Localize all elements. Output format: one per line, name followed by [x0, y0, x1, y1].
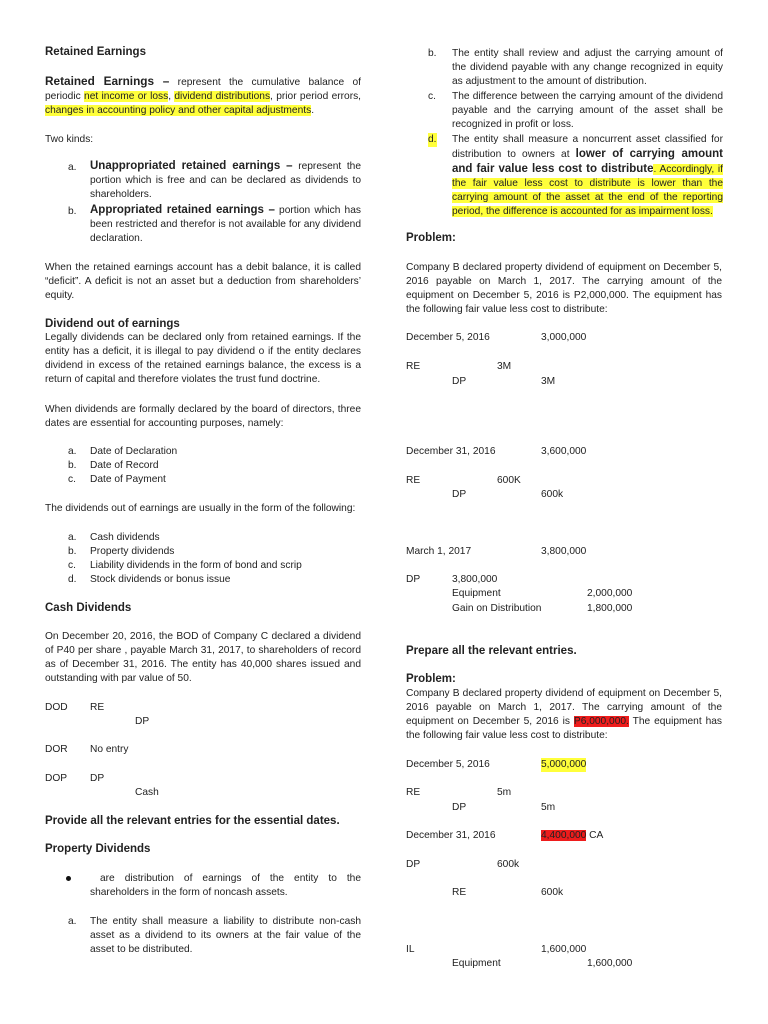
- p1-dp-credit-2-amount: 600k: [541, 489, 564, 500]
- p1-date-dec31: December 31, 2016: [406, 446, 496, 457]
- item-d-highlight: . Accordingly, if the fair value less cost to distribute is lower than the carrying amount of the asset at the end of the reporting period, the difference is accounted for as impairment loss.: [452, 164, 723, 217]
- heading-retained-earnings: Retained Earnings: [45, 46, 146, 58]
- form-property-dividends: Property dividends: [90, 546, 175, 557]
- dor-no-entry: No entry: [90, 744, 129, 755]
- definition-end: .: [311, 105, 315, 116]
- p1-date-dec5: December 5, 2016: [406, 332, 490, 343]
- cash-dividend-paragraph: On December 20, 2016, the BOD of Company C declared a dividend of P40 per share , payable March 31, 2017, to shareholders of record as of December 31, 2016. The entity has 40,000 shares issued and outstanding with par value of 50.: [45, 631, 361, 684]
- form-stock-dividends: Stock dividends or bonus issue: [90, 574, 231, 585]
- dop-credit-cash: Cash: [135, 787, 159, 798]
- dor-label: DOR: [45, 744, 68, 755]
- problem-2-text-a: Company B declared property dividend of equipment on December 5, 2016 payable on March 1, 2017. The carrying amount of the equipment on December 5, 2016 is: [406, 688, 722, 727]
- p1-gain-credit-amount: 1,800,000: [587, 603, 633, 614]
- p2-date-dec31: December 31, 2016: [406, 830, 496, 841]
- dod-label: DOD: [45, 702, 68, 713]
- provide-entries-instruction: Provide all the relevant entries for the essential dates.: [45, 815, 340, 827]
- dividend-earnings-paragraph: Legally dividends can be declared only from retained earnings. If the entity has a deficit, it is illegal to pay dividend o if the entity declares dividend in excess of the retained earnings balance, the excess is a return of capital and therefore violates the trust fund doctrine.: [45, 332, 361, 385]
- problem-1-heading: Problem:: [406, 232, 456, 244]
- kind-a-text: represent the portion which is free and can be declared as dividends to shareholders.: [90, 161, 361, 200]
- p1-dp-credit-2: DP: [452, 489, 467, 500]
- retained-earnings-definition: [45, 74, 361, 118]
- date-c-letter: c.: [68, 474, 76, 485]
- item-c-letter: c.: [428, 91, 436, 102]
- kind-a-term: Unappropriated retained earnings –: [90, 160, 293, 172]
- problem-2-text: [406, 687, 722, 743]
- p1-re-debit-2: RE: [406, 475, 421, 486]
- property-a-letter: a.: [68, 916, 77, 927]
- date-of-declaration: Date of Declaration: [90, 446, 178, 457]
- p2-re-credit-amount: 600k: [541, 887, 564, 898]
- highlight-changes-policy: changes in accounting policy and other capital adjustments: [45, 105, 312, 116]
- problem-1-text: Company B declared property dividend of equipment on December 5, 2016 payable on March 1, 2017. The carrying amount of the equipment on December 5, 2016 is P2,000,000. The equipment has the following fair value less cost to distribute:: [406, 262, 722, 315]
- kind-b-letter: b.: [68, 206, 77, 217]
- p1-date-mar1: March 1, 2017: [406, 546, 472, 557]
- heading-cash-dividends: Cash Dividends: [45, 602, 132, 614]
- p1-dp-debit-3: DP: [406, 574, 421, 585]
- p2-value-dec31-note: CA: [586, 830, 604, 841]
- two-kinds-label: Two kinds:: [45, 134, 94, 145]
- form-cash-dividends: Cash dividends: [90, 532, 160, 543]
- p1-equipment-credit-amount: 2,000,000: [587, 588, 633, 599]
- p2-equipment-credit: Equipment: [452, 958, 501, 969]
- p1-equipment-credit: Equipment: [452, 588, 501, 599]
- p2-value-dec31: 4,400,000: [541, 830, 587, 841]
- item-d-bold-measure: lower of carrying amount and fair value less cost to distribute: [452, 148, 723, 175]
- form-a-letter: a.: [68, 532, 77, 543]
- dop-label: DOP: [45, 773, 68, 784]
- p1-value-dec31: 3,600,000: [541, 446, 587, 457]
- p2-re-debit-amount: 5m: [497, 787, 512, 798]
- p2-dp-credit: DP: [452, 802, 467, 813]
- definition-text-2: , prior period errors,: [270, 91, 362, 102]
- property-dividend-definition: are distribution of earnings of the entity to the shareholders in the form of noncash assets.: [90, 873, 361, 898]
- heading-property-dividends: Property Dividends: [45, 843, 151, 855]
- date-of-record: Date of Record: [90, 460, 159, 471]
- kind-a-letter: a.: [68, 162, 77, 173]
- item-d-noncurrent-asset: [452, 133, 723, 219]
- p2-dp-debit: DP: [406, 859, 421, 870]
- definition-text: represent the cumulative balance of periodic: [45, 77, 361, 102]
- date-a-letter: a.: [68, 446, 77, 457]
- definition-term: Retained Earnings –: [45, 74, 170, 88]
- p2-re-credit: RE: [452, 887, 467, 898]
- prepare-entries-instruction: Prepare all the relevant entries.: [406, 645, 577, 657]
- p1-dp-debit-3-amount: 3,800,000: [452, 574, 498, 585]
- dod-debit-re: RE: [90, 702, 105, 713]
- p1-re-debit: RE: [406, 361, 421, 372]
- p1-dp-credit: DP: [452, 376, 467, 387]
- form-liability-dividends: Liability dividends in the form of bond and scrip: [90, 560, 302, 571]
- form-d-letter: d.: [68, 574, 77, 585]
- deficit-paragraph: When the retained earnings account has a debit balance, it is called “deficit”. A deficit is not an asset but a deduction from shareholders’ equity.: [45, 262, 361, 301]
- date-of-payment: Date of Payment: [90, 474, 166, 485]
- dop-debit-dp: DP: [90, 773, 105, 784]
- item-c-difference: The difference between the carrying amount of the dividend payable and the carrying amount of the asset shall be recognized in profit or loss.: [452, 91, 723, 130]
- dod-credit-dp: DP: [135, 716, 150, 727]
- problem-2-text-b: The equipment has the following fair value less cost to distribute:: [406, 716, 722, 741]
- date-b-letter: b.: [68, 460, 77, 471]
- p1-re-debit-amount: 3M: [497, 361, 512, 372]
- kind-b-term: Appropriated retained earnings –: [90, 204, 275, 216]
- dividend-forms-paragraph: The dividends out of earnings are usually in the form of the following:: [45, 503, 356, 514]
- highlight-carrying-amount: P6,000,000.: [573, 716, 629, 727]
- kind-a-unappropriated: [90, 159, 361, 202]
- p1-dp-credit-amount: 3M: [541, 376, 556, 387]
- bullet-icon: [66, 876, 71, 881]
- highlight-dividend-distributions: dividend distributions: [174, 91, 271, 102]
- item-d-letter: d.: [428, 134, 437, 145]
- p1-re-debit-2-amount: 600K: [497, 475, 521, 486]
- p2-dp-credit-amount: 5m: [541, 802, 556, 813]
- p1-value-mar1: 3,800,000: [541, 546, 587, 557]
- heading-dividend-out-of-earnings: Dividend out of earnings: [45, 318, 180, 330]
- p2-date-dec5: December 5, 2016: [406, 759, 490, 770]
- item-b-review-adjust: The entity shall review and adjust the carrying amount of the dividend payable with any change recognized in equity as adjustment to the amount of distribution.: [452, 48, 723, 87]
- p2-value-dec5: 5,000,000: [541, 759, 587, 770]
- highlight-net-income: net income or loss: [84, 91, 169, 102]
- p2-il-debit: IL: [406, 944, 415, 955]
- problem-2-heading: Problem:: [406, 673, 456, 685]
- kind-b-text: portion which has been restricted and therefor is not available for any dividend declaration.: [90, 205, 361, 244]
- property-measure-liability: The entity shall measure a liability to distribute non-cash asset as a dividend to its owners at the fair value of the asset to be distributed.: [90, 916, 361, 955]
- p2-il-debit-amount: 1,600,000: [541, 944, 587, 955]
- p2-dp-debit-amount: 600k: [497, 859, 520, 870]
- p1-value-dec5: 3,000,000: [541, 332, 587, 343]
- essential-dates-paragraph: When dividends are formally declared by the board of directors, three dates are essential for accounting purposes, namely:: [45, 404, 361, 429]
- kind-b-appropriated: [90, 203, 361, 246]
- item-d-text: The entity shall measure a noncurrent asset classified for distribution to owners at: [452, 134, 723, 160]
- definition-separator: ,: [168, 91, 175, 102]
- form-b-letter: b.: [68, 546, 77, 557]
- p2-value-dec31-wrap: [541, 829, 603, 843]
- p2-re-debit: RE: [406, 787, 421, 798]
- p1-gain-credit: Gain on Distribution: [452, 603, 542, 614]
- p2-equipment-credit-amount: 1,600,000: [587, 958, 633, 969]
- form-c-letter: c.: [68, 560, 76, 571]
- item-b-letter: b.: [428, 48, 437, 59]
